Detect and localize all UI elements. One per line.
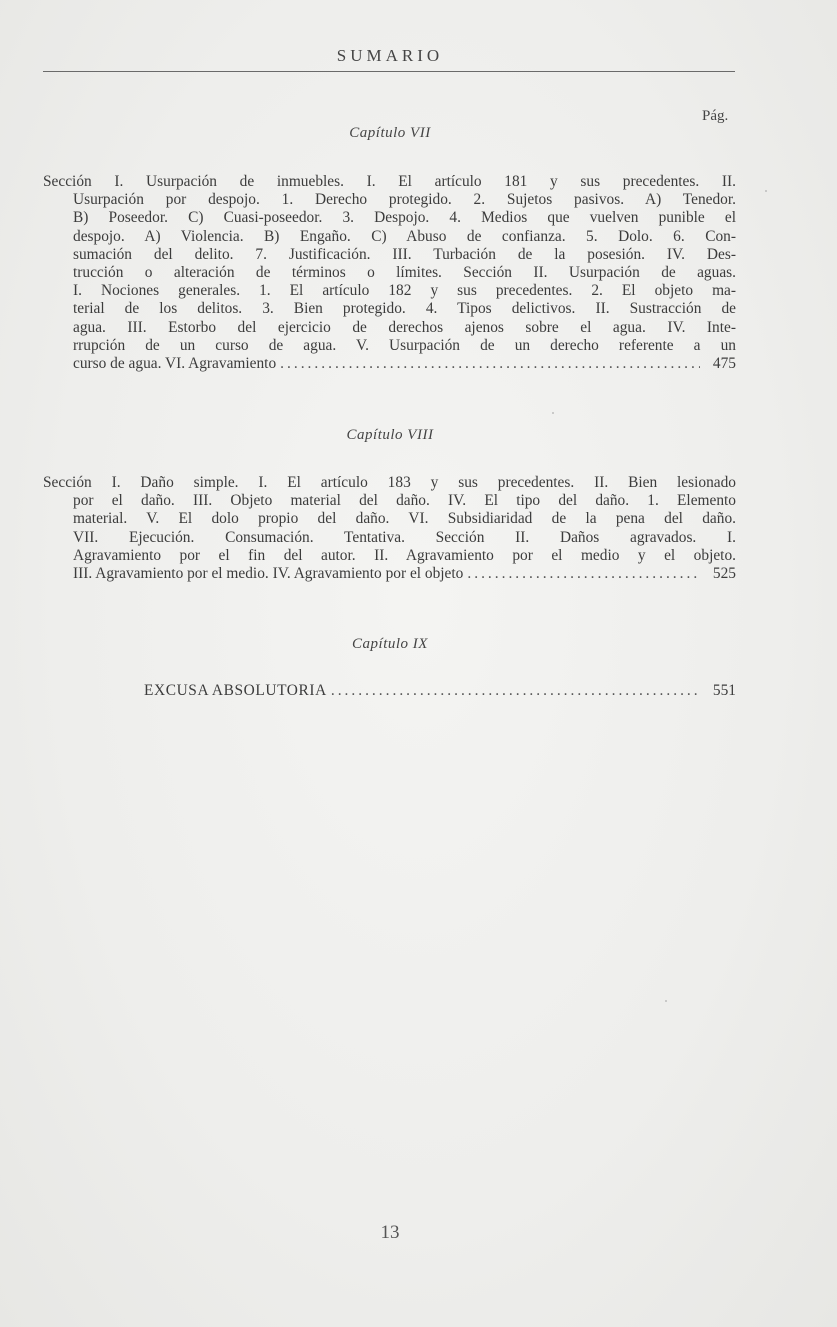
entry-line: material. V. El dolo propio del daño. VI. Subsidiaridad de la pena del daño. (73, 510, 736, 528)
entry-line: rrupción de un curso de agua. V. Usurpación de un derecho referente a un (73, 336, 736, 354)
chapter-viii-heading: Capítulo VIII (346, 427, 434, 443)
entry-line: EXCUSA ABSOLUTORIA (144, 682, 327, 699)
paper-speck (765, 190, 767, 192)
entry-last-line (43, 565, 736, 583)
entry-line: trucción o alteración de términos o límites. Sección II. Usurpación de aguas. (73, 264, 736, 282)
chapter-vii-heading: Capítulo VII (349, 125, 431, 141)
entry-line: Agravamiento por el fin del autor. II. Agravamiento por el medio y el objeto. (73, 546, 736, 564)
entry-line: curso de agua. VI. Agravamiento (73, 355, 277, 373)
entry-line: despojo. A) Violencia. B) Engaño. C) Abuso de confianza. 5. Dolo. 6. Con- (73, 227, 736, 245)
page-ref: 551 (712, 682, 736, 699)
entry-line: agua. III. Estorbo del ejercicio de derechos ajenos sobre el agua. IV. Inte- (73, 318, 736, 336)
paper-speck (552, 412, 554, 414)
paper-speck (665, 1000, 667, 1002)
entry-line: VII. Ejecución. Consumación. Tentativa. Sección II. Daños agravados. I. (73, 528, 736, 546)
page-column-label: Pág. (702, 108, 729, 124)
entry-line: sumación del delito. 7. Justificación. III. Turbación de la posesión. IV. Des- (73, 245, 736, 263)
chapter-vii-entry (43, 173, 736, 373)
dot-leader (280, 355, 700, 373)
entry-line: Sección I. Usurpación de inmuebles. I. El artículo 181 y sus precedentes. II. (43, 173, 736, 190)
dot-leader (331, 682, 700, 700)
chapter-viii-entry (43, 474, 736, 583)
chapter-ix-entry (144, 682, 736, 700)
chapter-ix-heading: Capítulo IX (352, 636, 428, 652)
entry-last-line (43, 355, 736, 373)
dot-leader (467, 565, 700, 583)
page-ref: 525 (712, 565, 736, 583)
entry-line: por el daño. III. Objeto material del daño. IV. El tipo del daño. 1. Elemento (73, 492, 736, 510)
entry-line: III. Agravamiento por el medio. IV. Agravamiento por el objeto (73, 565, 464, 583)
entry-line: B) Poseedor. C) Cuasi-poseedor. 3. Despojo. 4. Medios que vuelven punible el (73, 209, 736, 227)
entry-line: terial de los delitos. 3. Bien protegido. 4. Tipos delictivos. II. Sustracción de (73, 300, 736, 318)
header-rule (43, 71, 735, 72)
entry-line: Sección I. Daño simple. I. El artículo 183 y sus precedentes. II. Bien lesionado (43, 474, 736, 491)
page-ref: 475 (712, 355, 736, 373)
entry-line: I. Nociones generales. 1. El artículo 182 y sus precedentes. 2. El objeto ma- (73, 282, 736, 300)
page-number: 13 (380, 1222, 400, 1243)
entry-line: Usurpación por despojo. 1. Derecho protegido. 2. Sujetos pasivos. A) Tenedor. (73, 191, 736, 209)
summary-title: SUMARIO (336, 46, 444, 65)
